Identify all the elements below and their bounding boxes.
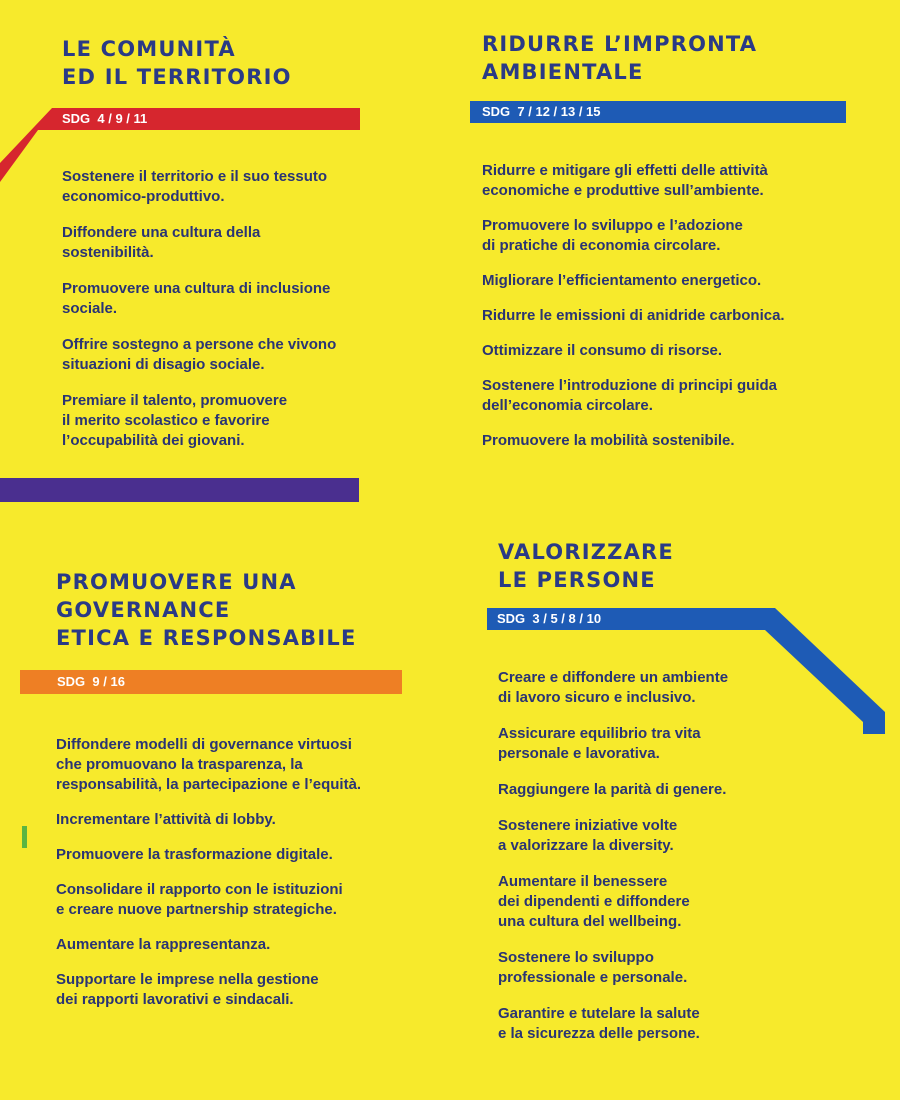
community-goals-list: [62, 167, 362, 451]
community-sdg-bar: [60, 108, 360, 130]
governance-section-title: [56, 568, 357, 652]
people-goal-item: Assicurare equilibrio tra vita personale e lavorativa.: [498, 725, 701, 762]
community-goal-item: Diffondere una cultura della sostenibilità.: [62, 224, 261, 261]
environment-goal-item: Ridurre e mitigare gli effetti delle attività economiche e produttive sull’ambiente.: [482, 162, 768, 199]
environment-goal-item: Sostenere l’introduzione di principi guida dell’economia circolare.: [482, 377, 778, 414]
environment-section-title: [482, 30, 757, 86]
community-title-line1: LE COMUNITÀ: [62, 37, 236, 61]
environment-title-line1: RIDURRE L’IMPRONTA: [482, 32, 758, 56]
community-goal-item: Premiare il talento, promuovere il merito scolastico e favorire l’occupabilità dei giovani.: [62, 392, 288, 449]
governance-goal-item: Consolidare il rapporto con le istituzioni e creare nuove partnership strategiche.: [56, 881, 343, 918]
green-accent-mark: [22, 826, 27, 848]
people-title-line1: VALORIZZARE: [498, 540, 674, 564]
environment-sdg-bar: [470, 101, 846, 123]
community-section-title: [62, 35, 292, 91]
governance-title-line1: PROMUOVERE UNA: [56, 570, 297, 594]
environment-goal-item: Migliorare l’efficientamento energetico.: [482, 272, 762, 289]
people-goal-item: Aumentare il benessere dei dipendenti e diffondere una cultura del wellbeing.: [498, 873, 690, 930]
red-diagonal-stripe: [0, 108, 60, 182]
environment-goal-item: Promuovere lo sviluppo e l’adozione di pratiche di economia circolare.: [482, 217, 743, 254]
people-goal-item: Creare e diffondere un ambiente di lavoro sicuro e inclusivo.: [498, 669, 729, 706]
community-goal-item: Sostenere il territorio e il suo tessuto economico-produttivo.: [62, 168, 328, 205]
people-title-line2: LE PERSONE: [498, 568, 656, 592]
purple-divider-bar: [0, 478, 359, 502]
governance-goal-item: Promuovere la trasformazione digitale.: [56, 846, 333, 863]
people-goals-list: [498, 668, 798, 1044]
people-goal-item: Sostenere iniziative volte a valorizzare la diversity.: [498, 817, 678, 854]
environment-title-line2: AMBIENTALE: [482, 60, 644, 84]
governance-goal-item: Diffondere modelli di governance virtuosi che promuovano la trasparenza, la responsabilità, la partecipazione e l’equità.: [56, 736, 362, 793]
people-goal-item: Sostenere lo sviluppo professionale e personale.: [498, 949, 688, 986]
environment-sdg-label: SDG 7 / 12 / 13 / 15: [482, 104, 601, 119]
people-goal-item: Garantire e tutelare la salute e la sicurezza delle persone.: [498, 1005, 700, 1042]
people-section-title: [498, 538, 674, 594]
people-sdg-label: SDG 3 / 5 / 8 / 10: [497, 611, 602, 626]
governance-goal-item: Aumentare la rappresentanza.: [56, 936, 271, 953]
governance-title-line2: GOVERNANCE: [56, 598, 231, 622]
governance-goal-item: Incrementare l’attività di lobby.: [56, 811, 276, 828]
environment-goal-item: Ridurre le emissioni di anidride carbonica.: [482, 307, 785, 324]
community-sdg-label: SDG 4 / 9 / 11: [62, 111, 148, 126]
governance-goal-item: Supportare le imprese nella gestione dei rapporti lavorativi e sindacali.: [56, 971, 319, 1008]
environment-goal-item: Promuovere la mobilità sostenibile.: [482, 432, 735, 449]
community-goal-item: Offrire sostegno a persone che vivono situazioni di disagio sociale.: [62, 336, 337, 373]
community-title-line2: ED IL TERRITORIO: [62, 65, 292, 89]
governance-title-line3: ETICA E RESPONSABILE: [56, 626, 357, 650]
community-goal-item: Promuovere una cultura di inclusione sociale.: [62, 280, 331, 317]
environment-goals-list: [482, 161, 872, 451]
governance-sdg-bar: [20, 670, 402, 694]
people-goal-item: Raggiungere la parità di genere.: [498, 781, 727, 798]
governance-goals-list: [56, 735, 416, 1010]
people-sdg-bar: [487, 608, 751, 630]
governance-sdg-label: SDG 9 / 16: [57, 674, 125, 689]
environment-goal-item: Ottimizzare il consumo di risorse.: [482, 342, 723, 359]
